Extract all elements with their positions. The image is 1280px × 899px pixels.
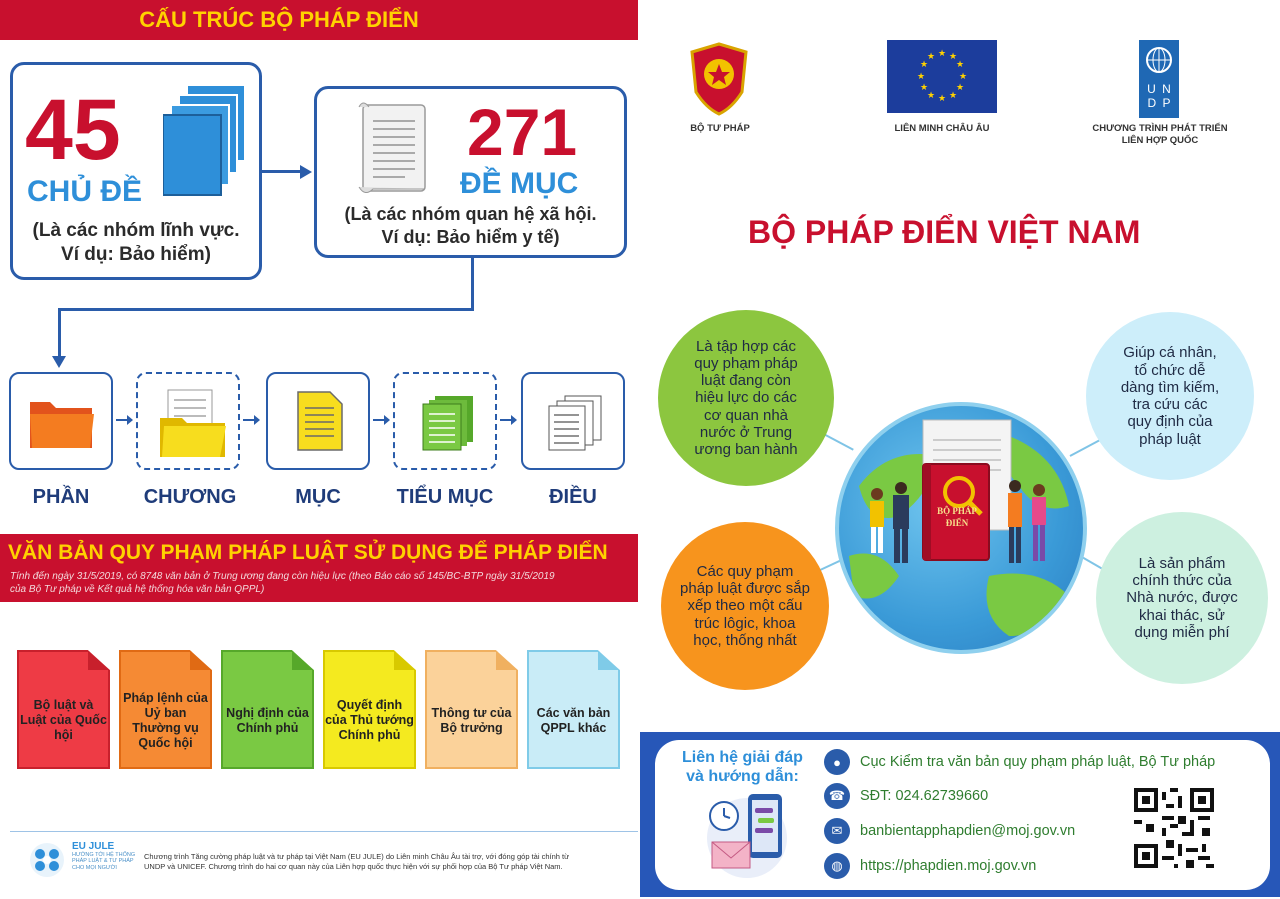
legal-documents-note-line1: Tính đến ngày 31/5/2019, có 8748 văn bản ở Trung ương đang còn hiệu lực (theo Báo cáo số 145/BC-BTP ngày 31/5/2019 [10, 571, 555, 582]
topics-desc-line1: (Là các nhóm lĩnh vực. [32, 220, 240, 241]
undp-label-line2: LIÊN HỢP QUỐC [1121, 135, 1199, 147]
undp-logo-icon [1139, 40, 1179, 118]
doc-card-circulars [425, 650, 518, 769]
folder-yellow-icon [158, 388, 228, 460]
location-pin-icon: ● [824, 749, 850, 775]
doc-card-fold [88, 650, 110, 670]
ministry-label: BỘ TƯ PHÁP [690, 123, 750, 134]
globe-scene-icon [839, 406, 1087, 654]
structure-label-subsection: TIỂU MỤC [396, 486, 494, 508]
undp-logo-text: U N D P [1147, 82, 1171, 110]
folder-orange-icon [28, 394, 96, 452]
eu-label: LIÊN MINH CHÂU ÂU [894, 123, 990, 134]
svg-text:★: ★ [926, 52, 936, 62]
footer-note [144, 852, 624, 872]
structure-arrow [373, 419, 385, 421]
arrow-head-down [52, 356, 66, 368]
phone-icon: ☎ [824, 783, 850, 809]
structure-chapter-box [136, 372, 240, 470]
doc-card-text: Thông tư của Bộ trưởng [431, 705, 512, 735]
eu-jule-title: EU JULE [72, 841, 115, 852]
svg-text:★: ★ [919, 83, 929, 93]
contact-row-email[interactable] [824, 818, 1075, 844]
arrow-head-right [300, 165, 312, 179]
contact-address: Cục Kiểm tra văn bản quy phạm pháp luật, Bộ Tư pháp [860, 754, 1216, 770]
doc-card-text: Quyết định của Thủ tướng Chính phủ [325, 698, 414, 742]
eu-jule-logo-icon [26, 842, 68, 878]
doc-card-text: Pháp lệnh của Uỷ ban Thường vụ Quốc hội [123, 690, 208, 750]
svg-text:★: ★ [937, 94, 947, 104]
contact-email[interactable]: banbientapphapdien@moj.gov.vn [860, 823, 1076, 839]
svg-text:★: ★ [955, 60, 965, 70]
doc-card-ordinances [119, 650, 212, 769]
items-label: ĐỀ MỤC [460, 167, 579, 200]
items-desc-line1: (Là các nhóm quan hệ xã hội. [344, 204, 597, 224]
email-icon: ✉ [824, 818, 850, 844]
doc-card-other [527, 650, 620, 769]
svg-text:★: ★ [926, 91, 936, 101]
phone-chat-illustration-icon [692, 788, 802, 880]
contact-row-phone [824, 783, 988, 809]
scroll-document-icon [355, 99, 433, 199]
structure-label-section: MỤC [295, 486, 341, 508]
undp-label [1070, 123, 1250, 148]
legal-documents-note-line2: của Bộ Tư pháp về Kết quả hệ thống hóa văn bản QPPL) [10, 583, 265, 595]
arrow-topics-to-items [262, 170, 302, 173]
doc-card-fold [598, 650, 620, 670]
contact-website[interactable]: https://phapdien.moj.gov.vn [860, 858, 1037, 874]
connector-down [471, 258, 474, 310]
topics-desc-line2: Ví dụ: Bảo hiểm) [61, 243, 211, 265]
svg-text:★: ★ [948, 52, 958, 62]
doc-card-fold [394, 650, 416, 670]
structure-arrow [500, 419, 512, 421]
footer-note-line2: UNDP và UNICEF. Chương trình do hai cơ quan này của Liên hợp quốc thực hiện với sự phối hợp của Bộ Tư pháp Việt Nam. [144, 862, 563, 872]
circle-definition-text: Là tập hợp các quy phạm pháp luật đang còn hiệu lực do các cơ quan nhà nước ở Trung ương ban hành [694, 337, 798, 459]
footer-divider [10, 831, 638, 832]
right-panel [640, 0, 1280, 899]
doc-card-pm-decisions [323, 650, 416, 769]
doc-card-decrees [221, 650, 314, 769]
circle-structure [661, 522, 829, 690]
qr-code-icon[interactable] [1134, 788, 1214, 868]
structure-subsection-box [393, 372, 497, 470]
structure-part-box [9, 372, 113, 470]
doc-card-fold [496, 650, 518, 670]
circle-definition [658, 310, 834, 486]
book-label: BỘ PHÁP ĐIỂN [937, 506, 977, 528]
ministry-of-justice-emblem-icon [688, 42, 750, 116]
doc-card-text: Các văn bản QPPL khác [536, 705, 611, 735]
structure-arrow [116, 419, 128, 421]
legal-documents-title: VĂN BẢN QUY PHẠM PHÁP LUẬT SỬ DỤNG ĐỂ PHÁP ĐIỂN [8, 541, 608, 564]
svg-text:★: ★ [937, 49, 947, 59]
structure-arrow [243, 419, 255, 421]
legal-documents-banner [0, 534, 638, 602]
structure-banner-title: CẤU TRÚC BỘ PHÁP ĐIỂN [139, 7, 419, 32]
items-desc-line2: Ví dụ: Bảo hiểm y tế) [381, 226, 560, 247]
circle-benefit-text: Giúp cá nhân, tổ chức dễ dàng tìm kiếm, tra cứu các quy định của pháp luật [1120, 344, 1220, 448]
legal-documents-note [10, 571, 630, 596]
structure-label-part: PHẦN [32, 486, 90, 508]
structure-section-box [266, 372, 370, 470]
doc-card-laws [17, 650, 110, 769]
items-box [314, 86, 627, 258]
structure-banner [0, 0, 638, 40]
topics-box [10, 62, 262, 280]
structure-label-article: ĐIỀU [549, 486, 597, 508]
globe-icon: ◍ [824, 853, 850, 879]
topics-number: 45 [25, 82, 121, 178]
contact-row-address [824, 749, 1215, 775]
contact-row-website[interactable] [824, 853, 1036, 879]
document-green-icon [421, 394, 475, 452]
structure-article-box [521, 372, 625, 470]
documents-white-icon [545, 394, 605, 452]
books-icon [163, 83, 253, 198]
connector-left [58, 308, 474, 311]
eu-flag-icon [887, 40, 997, 113]
svg-text:★: ★ [955, 83, 965, 93]
contact-title-line2: và hướng dẫn: [686, 768, 799, 786]
eu-jule-subtitle: HƯỚNG TỚI HỆ THỐNG PHÁP LUẬT & TƯ PHÁP CHO MỌI NGƯỜI [72, 852, 136, 871]
svg-text:★: ★ [948, 91, 958, 101]
contact-phone: SĐT: 024.62739660 [860, 788, 989, 804]
structure-label-chapter: CHƯƠNG [143, 486, 237, 508]
circle-benefit [1086, 312, 1254, 480]
circle-official-text: Là sản phẩm chính thức của Nhà nước, được khai thác, sử dụng miễn phí [1126, 554, 1238, 641]
circle-structure-text: Các quy phạm pháp luật được sắp xếp theo một cấu trúc lôgic, khoa học, thống nhất [680, 562, 810, 649]
svg-text:★: ★ [958, 72, 968, 82]
svg-text:★: ★ [919, 60, 929, 70]
circle-official [1096, 512, 1268, 684]
doc-card-fold [190, 650, 212, 670]
globe-illustration [835, 402, 1087, 654]
items-number: 271 [467, 95, 578, 169]
contact-title [682, 748, 803, 786]
document-yellow-icon [296, 390, 344, 452]
connector-down-2 [58, 308, 61, 360]
contact-title-line1: Liên hệ giải đáp [682, 749, 803, 766]
topics-label: CHỦ ĐỀ [27, 175, 143, 208]
undp-label-line1: CHƯƠNG TRÌNH PHÁT TRIỂN [1092, 123, 1228, 134]
footer-note-line1: Chương trình Tăng cường pháp luật và tư pháp tại Việt Nam (EU JULE) do Liên minh Châu Âu tài trợ, với đóng góp tài chính từ [144, 852, 570, 861]
doc-card-text: Nghị định của Chính phủ [226, 705, 309, 735]
doc-card-text: Bộ luật và Luật của Quốc hội [20, 698, 107, 742]
main-title: BỘ PHÁP ĐIỂN VIỆT NAM [748, 214, 1141, 250]
svg-text:★: ★ [916, 72, 926, 82]
doc-card-fold [292, 650, 314, 670]
